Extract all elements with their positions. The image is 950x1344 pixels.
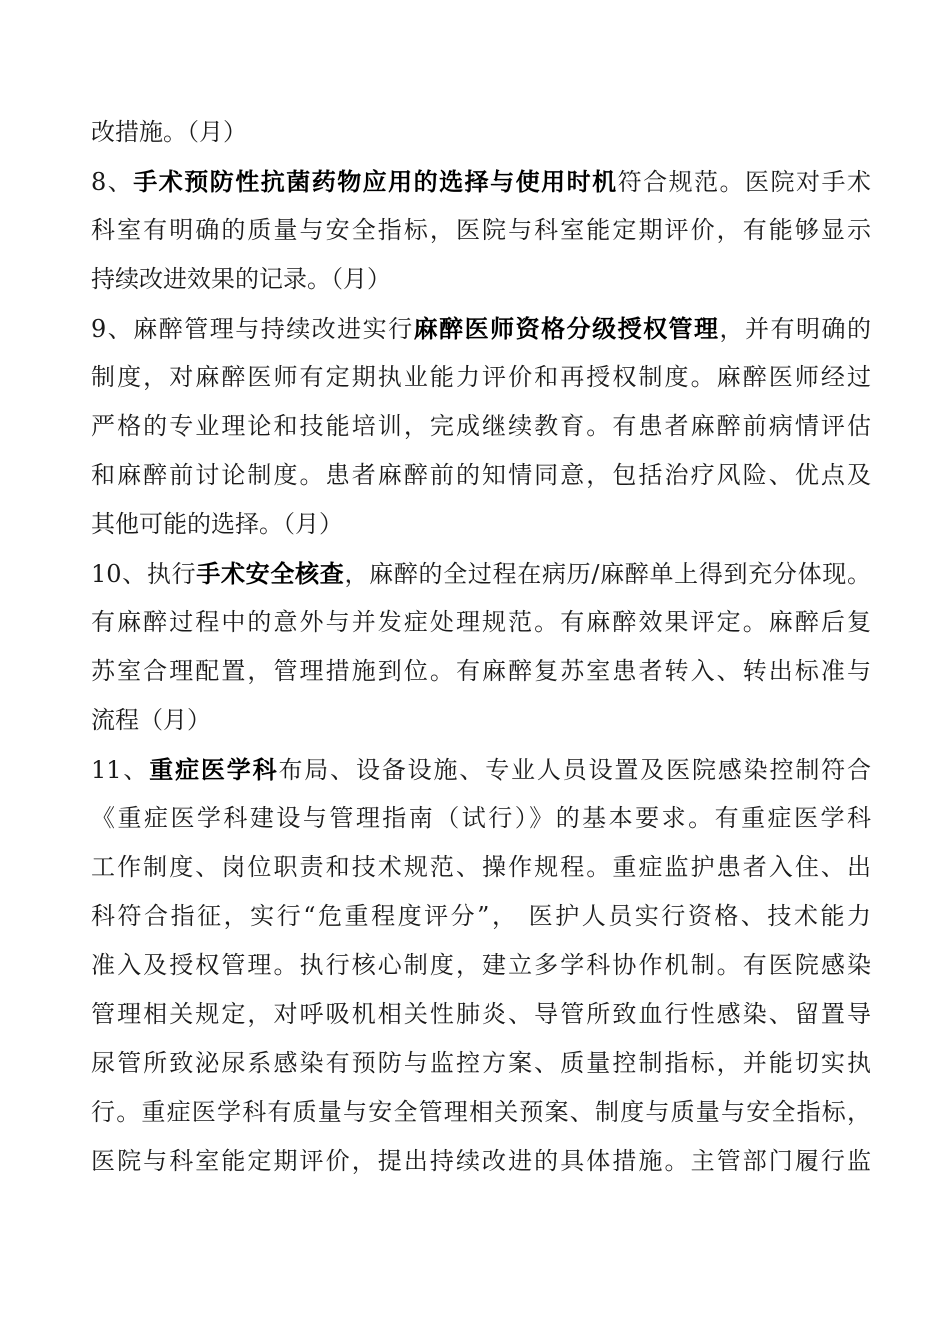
text-line [91,1088,871,1137]
text-run: 符合规范。医院对手术 [617,168,872,196]
text-line [91,990,871,1039]
text-line [91,500,871,549]
text-line [91,402,871,451]
text-line [91,451,871,500]
text-run: ，麻醉的全过程在病历/麻醉单上得到充分体现。 [344,560,871,588]
text-line [91,255,871,304]
text-run: 流程（月） [91,706,211,734]
text-line [91,745,871,794]
text-line [91,304,871,353]
text-line [91,647,871,696]
bold-text-run: 重症医学科 [149,755,279,784]
text-run: 医院与科室能定期评价，提出持续改进的具体措施。主管部门履行监 [91,1147,871,1175]
text-run: 和麻醉前讨论制度。患者麻醉前的知情同意，包括治疗风险、优点及 [91,461,871,489]
text-line [91,1039,871,1088]
text-run: 严格的专业理论和技能培训，完成继续教育。有患者麻醉前病情评估 [91,412,871,440]
text-line [91,696,871,745]
text-line [91,892,871,941]
text-run: 制度，对麻醉医师有定期执业能力评价和再授权制度。麻醉医师经过 [91,363,871,391]
bold-text-run: 麻醉医师资格分级授权管理 [413,314,720,343]
text-run: 准入及授权管理。执行核心制度，建立多学科协作机制。有医院感染 [91,951,871,979]
text-line [91,206,871,255]
text-run: 苏室合理配置，管理措施到位。有麻醉复苏室患者转入、转出标准与 [91,657,871,685]
text-run: 《重症医学科建设与管理指南（试行）》的基本要求。有重症医学科 [91,804,871,832]
text-run: 布局、设备设施、专业人员设置及医院感染控制符合 [278,756,872,784]
text-line [91,794,871,843]
text-run: 科符合指征，实行“危重程度评分”， 医护人员实行资格、技术能力 [91,902,871,930]
text-line [91,941,871,990]
text-run: 11、 [91,756,150,784]
text-run: 持续改进效果的记录。（月） [91,265,391,293]
text-run: 其他可能的选择。（月） [91,510,343,538]
text-line [91,157,871,206]
text-line [91,598,871,647]
text-line [91,843,871,892]
text-run: 管理相关规定，对呼吸机相关性肺炎、导管所致血行性感染、留置导 [91,1000,871,1028]
text-run: 尿管所致泌尿系感染有预防与监控方案、质量控制指标，并能切实执 [91,1049,871,1077]
text-run: 行。重症医学科有质量与安全管理相关预案、制度与质量与安全指标， [91,1098,871,1126]
bold-text-run: 手术安全核查 [196,559,345,588]
text-line [91,549,871,598]
document-body [91,108,871,1186]
bold-text-run: 手术预防性抗菌药物应用的选择与使用时机 [133,167,618,196]
text-line [91,108,871,157]
text-line [91,1137,871,1186]
text-run: 工作制度、岗位职责和技术规范、操作规程。重症监护患者入住、出 [91,853,871,881]
text-run: 9、麻醉管理与持续改进实行 [91,315,414,343]
text-run: 8、 [91,168,134,196]
text-run: 改措施。（月） [91,118,247,146]
text-run: 10、执行 [91,560,197,588]
text-line [91,353,871,402]
text-run: ，并有明确的 [719,315,871,343]
text-run: 有麻醉过程中的意外与并发症处理规范。有麻醉效果评定。麻醉后复 [91,608,871,636]
text-run: 科室有明确的质量与安全指标，医院与科室能定期评价，有能够显示 [91,216,871,244]
